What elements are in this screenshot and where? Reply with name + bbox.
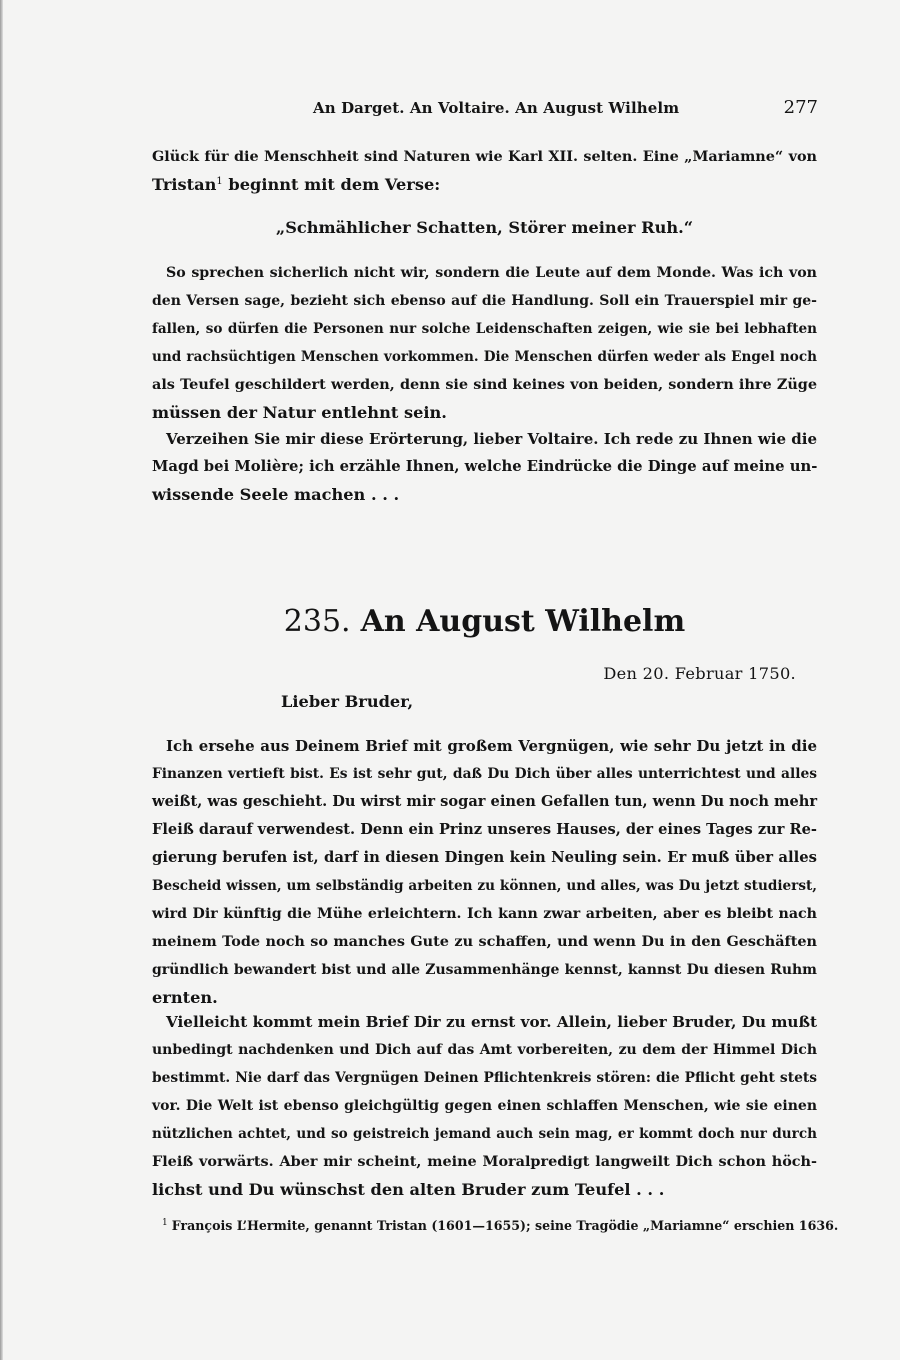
text-line: Magd bei Molière; ich erzähle Ihnen, welche Eindrücke die Dinge auf meine un- [152, 458, 818, 475]
page-number: 277 [783, 97, 818, 118]
text-line: ernten. [152, 988, 218, 1007]
letter-paragraph-2 [152, 1008, 817, 1204]
text-line: den Versen sage, bezieht sich ebenso auf die Handlung. Soll ein Trauerspiel mir ge- [152, 293, 817, 309]
footnote [162, 1218, 839, 1233]
tristan-word: Tristan [152, 175, 217, 194]
text-line: wird Dir künftig die Mühe erleichtern. Ich kann zwar arbeiten, aber es bleibt nach [152, 906, 817, 922]
footnote-marker: 1 [162, 1218, 168, 1228]
letter-recipient: An August Wilhelm [360, 604, 686, 639]
text-line: Ich ersehe aus Deinem Brief mit großem Vergnügen, wie sehr Du jetzt in die [166, 737, 817, 755]
text-line: Fleiß vorwärts. Aber mir scheint, meine Moralpredigt langweilt Dich schon höch- [152, 1153, 817, 1170]
text-line: Glück für die Menschheit sind Naturen wie Karl XII. selten. Eine „Mariamne“ von [152, 148, 817, 165]
text-line: bestimmt. Nie darf das Vergnügen Deinen Pflichtenkreis stören: die Pflicht geht stets [152, 1070, 817, 1086]
text-line: gründlich bewandert bist und alle Zusammenhänge kennst, kannst Du diesen Ruhm [152, 962, 817, 978]
continuation-paragraph-2 [152, 259, 817, 427]
page-edge [0, 0, 3, 1360]
running-title: An Darget. An Voltaire. An August Wilhelm [313, 99, 680, 117]
text-line: müssen der Natur entlehnt sein. [152, 403, 447, 422]
footnote-text: François L’Hermite, genannt Tristan (1601—1655); seine Tragödie „Mariamne“ erschien 1636. [171, 1218, 839, 1233]
text-line: und rachsüchtigen Menschen vorkommen. Die Menschen dürfen weder als Engel noch [152, 349, 817, 365]
continuation-paragraph-3 [152, 425, 817, 509]
letter-paragraph-1 [152, 732, 817, 1012]
footnote-reference[interactable]: 1 [216, 176, 223, 187]
text-line: als Teufel geschildert werden, denn sie sind keines von beiden, sondern ihre Züge [152, 376, 817, 393]
letter-date: Den 20. Februar 1750. [603, 664, 796, 683]
text-fragment: beginnt mit dem Verse: [228, 175, 441, 194]
text-line: weißt, was geschieht. Du wirst mir sogar einen Gefallen tun, wenn Du noch mehr [152, 793, 818, 810]
text-line: gierung berufen ist, darf in diesen Dingen kein Neuling sein. Er muß über alles [152, 849, 817, 866]
text-line: lichst und Du wünschst den alten Bruder zum Teufel . . . [152, 1180, 665, 1199]
letter-heading [152, 600, 817, 644]
text-line: wissende Seele machen . . . [152, 485, 400, 504]
text-line: Verzeihen Sie mir diese Erörterung, lieber Voltaire. Ich rede zu Ihnen wie die [166, 430, 817, 448]
text-line: So sprechen sicherlich nicht wir, sondern die Leute auf dem Monde. Was ich von [166, 265, 817, 281]
text-line: Fleiß darauf verwendest. Denn ein Prinz unseres Hauses, der eines Tages zur Re- [152, 821, 817, 838]
verse-quote: „Schmählicher Schatten, Störer meiner Ruh.“ [275, 218, 694, 237]
salutation: Lieber Bruder, [281, 692, 414, 711]
text-line: nützlichen achtet, und so geistreich jemand auch sein mag, er kommt doch nur durch [152, 1126, 817, 1142]
running-head [313, 97, 818, 123]
continuation-paragraph-1 [152, 143, 817, 199]
text-line: meinem Tode noch so manches Gute zu schaffen, und wenn Du in den Geschäften [152, 933, 817, 950]
text-line: fallen, so dürfen die Personen nur solche Leidenschaften zeigen, wie sie bei lebhaften [152, 321, 817, 337]
text-line: unbedingt nachdenken und Dich auf das Amt vorbereiten, zu dem der Himmel Dich [152, 1042, 817, 1058]
text-line [152, 171, 817, 199]
text-line: Finanzen vertieft bist. Es ist sehr gut, daß Du Dich über alles unterrichtest und alles [152, 766, 817, 782]
text-line: Bescheid wissen, um selbständig arbeiten zu können, und alles, was Du jetzt studierst, [152, 878, 817, 894]
text-line: vor. Die Welt ist ebenso gleichgültig gegen einen schlaffen Menschen, wie sie einen [152, 1098, 817, 1114]
letter-number: 235. [283, 604, 351, 639]
text-line: Vielleicht kommt mein Brief Dir zu ernst vor. Allein, lieber Bruder, Du mußt [166, 1013, 817, 1031]
